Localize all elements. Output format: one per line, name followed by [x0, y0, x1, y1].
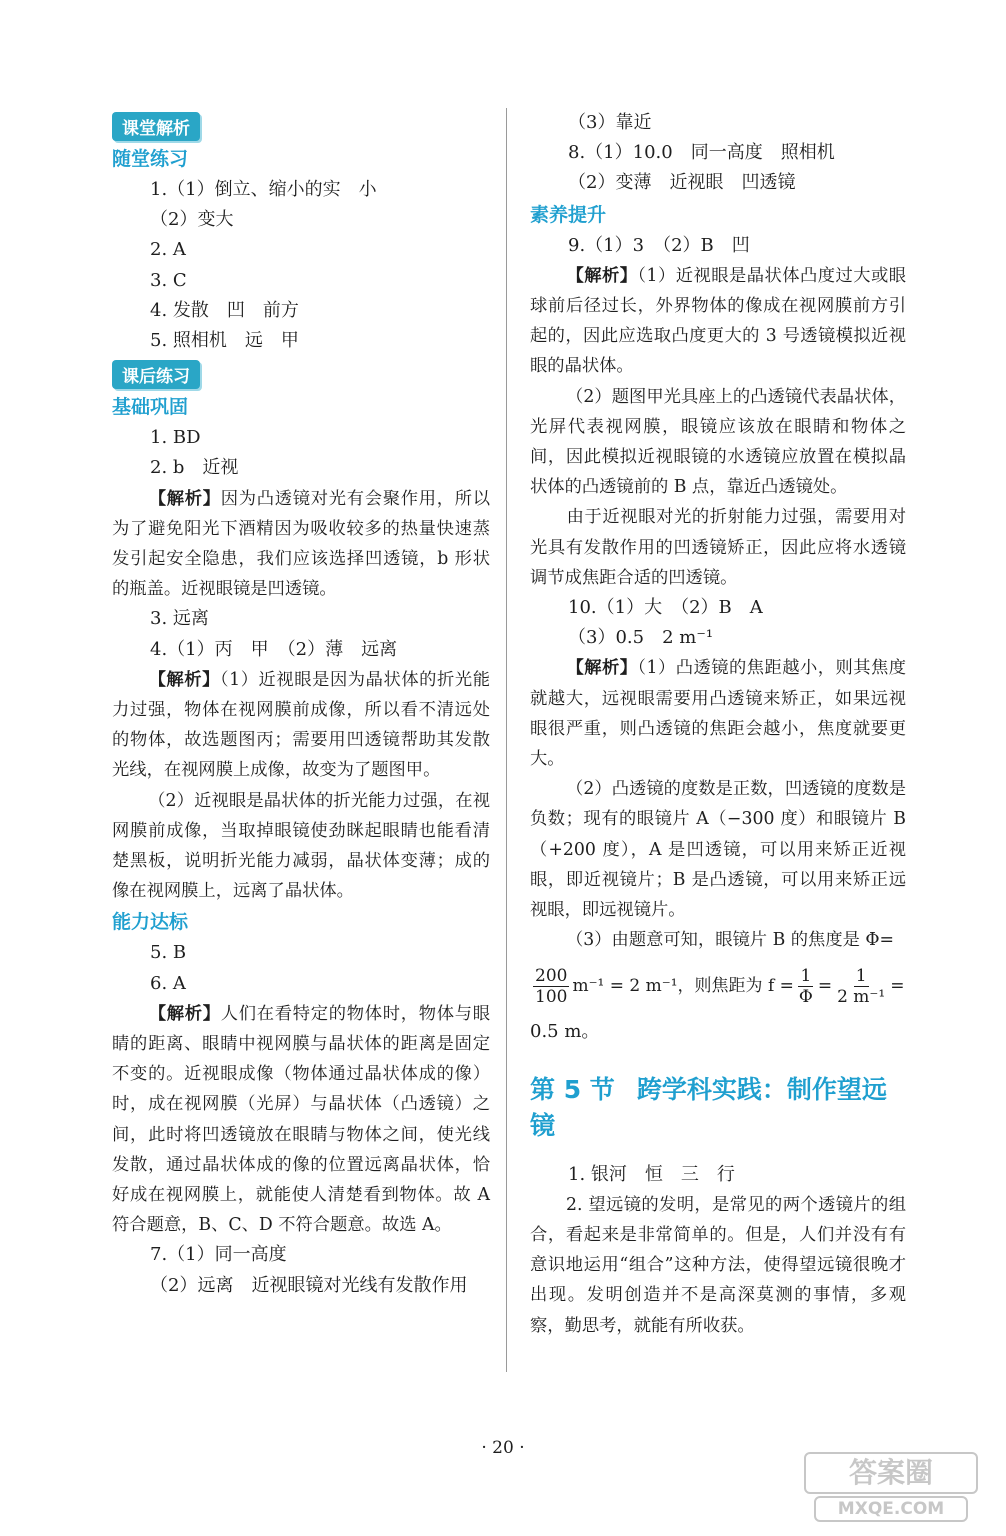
answer-line: 2. b 近视 [150, 457, 239, 479]
answer-line: 5. 照相机 远 甲 [150, 329, 299, 351]
explanation-label: 【解析】 [148, 488, 221, 509]
subheading-in-class-practice: 随堂练习 [112, 148, 189, 170]
fraction: $\frac{200}{100}$ [535, 965, 568, 1007]
answer-line: 6. A [150, 972, 186, 994]
explanation-paragraph: 【解析】因为凸透镜对光有会聚作用，所以为了避免阳光下酒精因为吸收较多的热量快速蒸发引起安全隐患，我们应该选择凹透镜，b 形状的瓶盖。近视眼镜是凹透镜。 [112, 488, 490, 600]
section-name: 跨学科实践：制作望远镜 [530, 1074, 887, 1140]
section-tag-after-class: 课后练习 [112, 360, 200, 389]
watermark-logo [804, 1452, 982, 1524]
answer-line: （2）变大 [150, 209, 234, 231]
answer-line: （2）远离 近视眼镜对光线有发散作用 [150, 1274, 468, 1296]
explanation-paragraph: 由于近视眼对光的折射能力过强，需要用对光具有发散作用的凹透镜矫正，因此应将水透镜调节成焦距合适的凹透镜。 [530, 507, 906, 588]
answer-line: 3. C [150, 269, 187, 291]
answer-line: 9.（1）3 （2）B 凹 [568, 234, 750, 256]
watermark-bottom: MXQE.COM [814, 1496, 968, 1522]
answer-line: 1. BD [150, 427, 201, 449]
section-number: 第 5 节 [530, 1074, 615, 1104]
subheading-basics: 基础巩固 [112, 396, 189, 419]
section-title [530, 1070, 906, 1142]
focal-length-formula [530, 955, 906, 1017]
section-tag-classroom: 课堂解析 [112, 112, 200, 141]
formula-text: m⁻¹ = 2 m⁻¹，则焦距为 f = [572, 976, 794, 997]
answer-line: 0.5 m。 [530, 1021, 600, 1043]
formula-text: = [890, 976, 905, 997]
answer-line: （2）变薄 近视眼 凹透镜 [568, 172, 796, 194]
right-column [530, 108, 906, 1341]
explanation-label: 【解析】 [566, 265, 638, 286]
explanation-label: 【解析】 [148, 1003, 221, 1024]
answer-line: 4. 发散 凹 前方 [150, 299, 299, 321]
explanation-paragraph: 【解析】（1）近视眼是因为晶状体的折光能力过强，物体在视网膜前成像，所以看不清远处的物体，故选题图丙；需要用凹透镜帮助其发散光线，在视网膜上成像，故变为了题图甲。 [112, 669, 490, 781]
subheading-ability: 能力达标 [112, 911, 189, 934]
answer-line: 4.（1）丙 甲 （2）薄 远离 [150, 638, 398, 660]
fraction: $\frac{1}{\text{2 m⁻¹}}$ [837, 965, 886, 1007]
answer-line: （3）靠近 [568, 112, 652, 133]
explanation-paragraph: （3）由题意可知，眼镜片 B 的焦度是 Φ= [566, 930, 895, 951]
answer-line: 1. 银河 恒 三 行 [568, 1163, 735, 1185]
explanation-paragraph: （2）题图甲光具座上的凸透镜代表晶状体，光屏代表视网膜，眼镜应该放在眼睛和物体之间，因此模拟近视眼镜的水透镜应放置在模拟晶状体的凸透镜前的 B 点，靠近凸透镜处。 [530, 386, 906, 498]
answer-line: 5. B [150, 942, 187, 964]
explanation-label: 【解析】 [566, 658, 638, 679]
answer-paragraph: 2. 望远镜的发明，是常见的两个透镜片的组合，看起来是非常简单的。但是，人们并没有有意识地运用“组合”这种方法，使得望远镜很晚才出现。发明创造并不是高深莫测的事情，多观察，勤思考，就能有所收获。 [530, 1194, 906, 1336]
explanation-paragraph: 【解析】（1）凸透镜的焦距越小，则其焦度就越大，远视眼需要用凸透镜来矫正，如果远视眼很严重，则凸透镜的焦距会越小，焦度就要更大。 [530, 658, 906, 769]
answer-line: 3. 远离 [150, 608, 209, 630]
watermark-top: 答案圈 [804, 1452, 978, 1494]
fraction: $\frac{1}{\Phi}$ [798, 965, 813, 1007]
answer-line: （3）0.5 2 m⁻¹ [568, 627, 714, 649]
answer-line: 1.（1）倒立、缩小的实 小 [150, 179, 377, 200]
answer-line: 2. A [150, 239, 186, 261]
formula-text: = [817, 976, 833, 997]
explanation-paragraph: 【解析】人们在看特定的物体时，物体与眼睛的距离、眼睛中视网膜与晶状体的距离是固定不变的。近视眼成像（物体通过晶状体成的像）时，成在视网膜（光屏）与晶状体（凸透镜）之间，此时将凹透镜放在眼睛与物体之间，使光线发散，通过晶状体成的像的位置远离晶状体，恰好成在视网膜上，就能使人清楚看到物体。故 A 符合题意，B、C、D 不符合题意。故选 A。 [112, 1003, 490, 1236]
explanation-label: 【解析】 [148, 669, 220, 690]
page-number: · 20 · [481, 1438, 525, 1458]
column-divider [506, 108, 507, 1372]
answer-line: 8.（1）10.0 同一高度 照相机 [568, 142, 835, 164]
explanation-paragraph: （2）近视眼是晶状体的折光能力过强，在视网膜前成像，当取掉眼镜使劲眯起眼睛也能看清楚黑板，说明折光能力减弱，晶状体变薄；成的像在视网膜上，远离了晶状体。 [112, 790, 490, 902]
explanation-paragraph: （2）凸透镜的度数是正数，凹透镜的度数是负数；现有的眼镜片 A（−300 度）和眼镜片 B（+200 度），A 是凹透镜，可以用来矫正近视眼，即近视镜片；B 是凸透镜，可以用来矫正远视眼，即远视镜片。 [530, 779, 906, 920]
explanation-paragraph: 【解析】（1）近视眼是晶状体凸度过大或眼球前后径过长，外界物体的像成在视网膜前方引起的，因此应选取凸度更大的 3 号透镜模拟近视眼的晶状体。 [530, 265, 906, 377]
answer-line: 7.（1）同一高度 [150, 1244, 287, 1266]
answer-line: 10.（1）大 （2）B A [568, 596, 763, 618]
left-column [112, 108, 490, 1301]
subheading-literacy: 素养提升 [530, 203, 607, 226]
